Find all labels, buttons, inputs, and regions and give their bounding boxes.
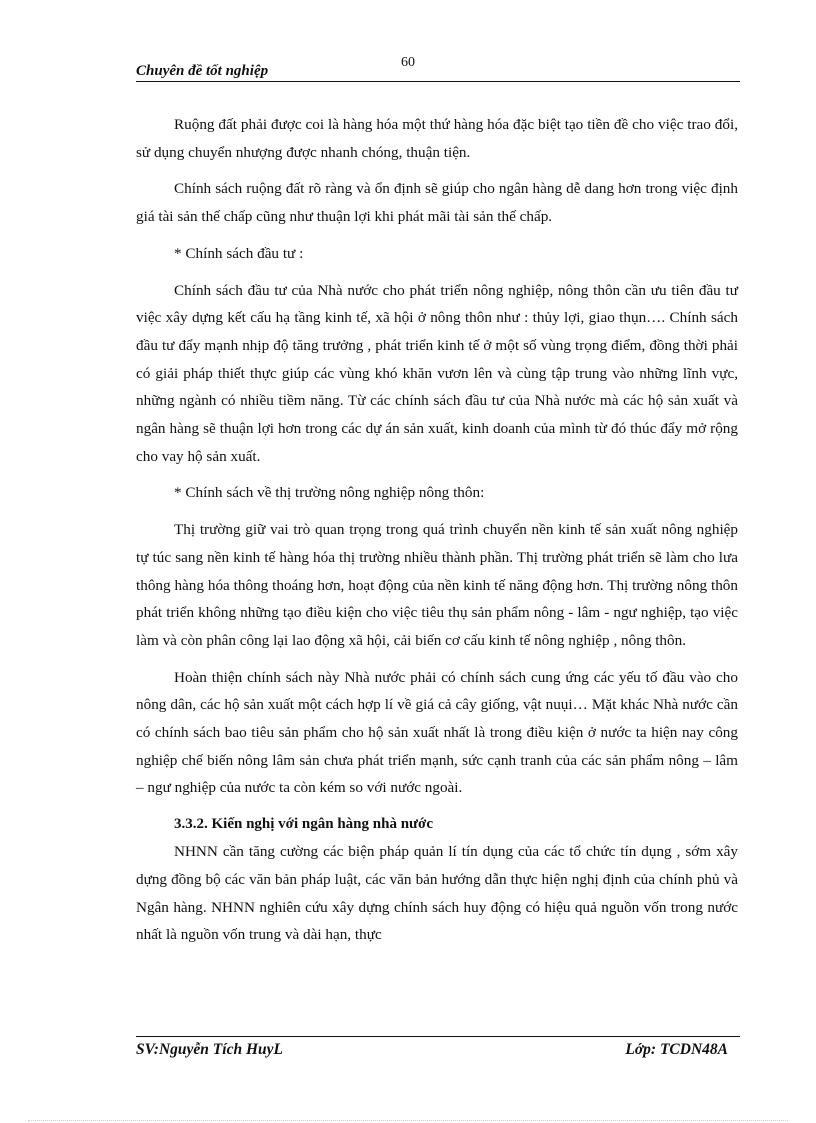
header-title: Chuyên đề tốt nghiệp [136,63,269,79]
footer-class: Lớp: TCDN48A [625,1041,728,1058]
paragraph: Ruộng đất phải được coi là hàng hóa một thứ hàng hóa đặc biệt tạo tiền đề cho việc trao đổi, sử dụng chuyển nhượng được nhanh chóng, thuận tiện. [136,116,738,161]
paragraph: Chính sách đầu tư của Nhà nước cho phát triển nông nghiệp, nông thôn cần ưu tiên đầu tư việc xây dựng kết cấu hạ tầng kinh tế, xã hội ở nông thôn như : thủy lợi, giao thụn…. Chính sách đầu tư đẩy mạnh nhịp độ tăng trưởng , phát triển kinh tế ở một số vùng trọng điểm, đồng thời phải có giải pháp thiết thực giúp các vùng khó khăn vươn lên và cùng tập trung vào những lĩnh vực, những ngành có nhiều tiềm năng. Từ các chính sách đầu tư của Nhà nước mà các hộ sản xuất và ngân hàng sẽ thuận lợi hơn trong các dự án sản xuất, kinh doanh của mình từ đó thúc đẩy mở rộng cho vay hộ sản xuất. [136,281,738,465]
footer-rule [136,1036,740,1037]
page-number: 60 [401,55,415,70]
body-text [136,111,738,949]
paragraph: * Chính sách đầu tư : [174,244,304,262]
paragraph: Thị trường giữ vai trò quan trọng trong quá trình chuyển nền kinh tế sản xuất nông nghiệp tự túc sang nền kinh tế hàng hóa thị trường nhiều thành phần. Thị trường phát triển sẽ làm cho lưa thông hàng hóa thông thoáng hơn, hoạt động của nền kinh tế năng động hơn. Thị trường nông thôn phát triển không những tạo điều kiện cho việc tiêu thụ sản phẩm nông - lâm - ngư nghiệp, tạo việc làm và còn phân công lại lao động xã hội, cải biến cơ cấu kinh tế nông nghiệp , nông thôn. [136,521,738,649]
page-bottom-border [28,1120,788,1121]
paragraph: NHNN cần tăng cường các biện pháp quản lí tín dụng của các tổ chức tín dụng , sớm xây dựng đồng bộ các văn bản pháp luật, các văn bản hướng dẫn thực hiện nghị định của chính phủ và Ngân hàng. NHNN nghiên cứu xây dựng chính sách huy động có hiệu quả nguồn vốn trong nước nhất là nguồn vốn trung và dài hạn, thực [136,843,738,944]
section-heading: 3.3.2. Kiến nghị với ngân hàng nhà nước [174,816,434,833]
paragraph: * Chính sách về thị trường nông nghiệp nông thôn: [174,484,485,502]
footer-student: SV:Nguyễn Tích HuyL [136,1041,283,1058]
paragraph: Chính sách ruộng đất rõ ràng và ổn định sẽ giúp cho ngân hàng dễ dang hơn trong việc định giá tài sản thế chấp cũng như thuận lợi khi phát mãi tài sản thế chấp. [136,180,738,226]
header-rule [136,81,740,82]
paragraph: Hoàn thiện chính sách này Nhà nước phải có chính sách cung ứng các yếu tố đầu vào cho nông dân, các hộ sản xuất một cách hợp lí về giá cả cây giống, vật nuụi… Mặt khác Nhà nước cần có chính sách bao tiêu sản phẩm cho hộ sản xuất nhất là trong điều kiện ở nước ta hiện nay công nghiệp chế biến nông lâm sản chưa phát triển mạnh, sức cạnh tranh của các sản phẩm nông – lâm – ngư nghiệp của nước ta còn kém so với nước ngoài. [136,668,738,797]
